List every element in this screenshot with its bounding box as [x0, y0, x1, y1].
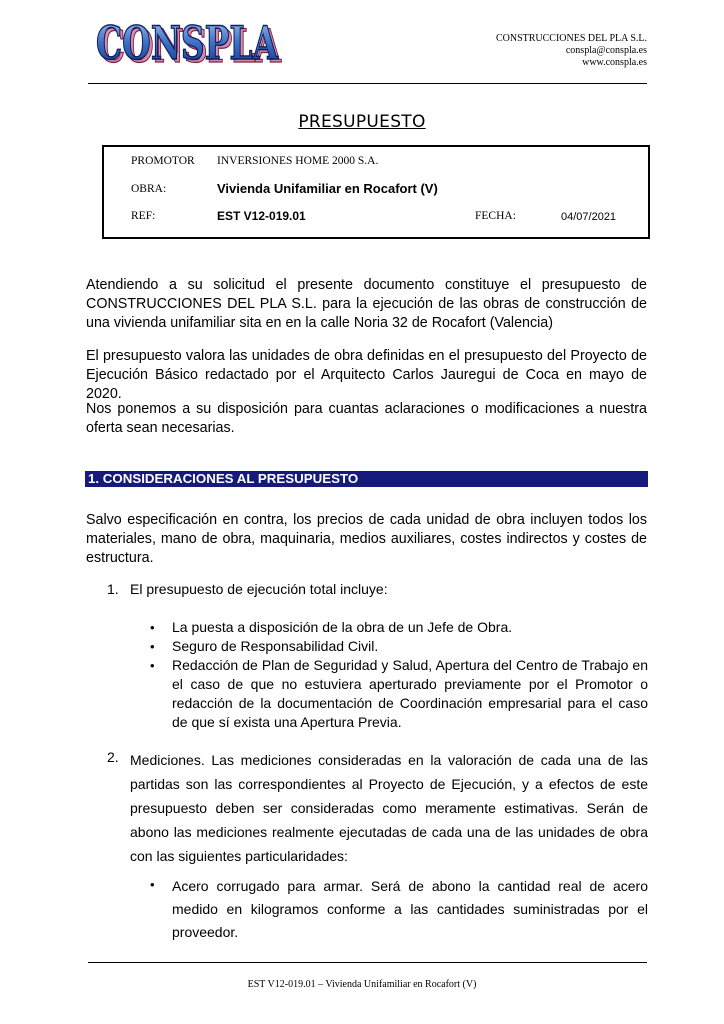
- company-website[interactable]: www.conspla.es: [582, 57, 647, 68]
- bullet-icon: •: [150, 639, 155, 654]
- ref-label: REF:: [131, 210, 156, 222]
- company-email[interactable]: conspla@conspla.es: [565, 45, 647, 56]
- conspla-logo: [94, 14, 286, 70]
- svg-text:CONSPLA: CONSPLA: [99, 19, 282, 70]
- section-intro: Salvo especificación en contra, los precios de cada unidad de obra incluyen todos los materiales, mano de obra, maquinaria, medios auxiliares, costes indirectos y costes de estructura.: [86, 512, 647, 566]
- header-divider: [88, 83, 647, 84]
- promotor-label: PROMOTOR: [131, 155, 195, 167]
- bullet-icon: •: [150, 658, 155, 673]
- company-info: [496, 33, 647, 69]
- intro-paragraph-3: Nos ponemos a su disposición para cuantas aclaraciones o modificaciones a nuestra oferta sean necesarias.: [86, 401, 647, 436]
- fecha-value: 04/07/2021: [561, 211, 617, 223]
- item-1-bullet-2: Seguro de Responsabilidad Civil.: [172, 638, 379, 654]
- obra-value: Vivienda Unifamiliar en Rocafort (V): [217, 181, 438, 196]
- project-info-box: [102, 145, 650, 239]
- promotor-value: INVERSIONES HOME 2000 S.A.: [217, 155, 379, 167]
- item-1-bullet-1: La puesta a disposición de la obra de un Jefe de Obra.: [172, 619, 513, 635]
- item-2-text: Mediciones. Las mediciones consideradas en la valoración de cada una de las partidas son las correspondientes al Proyecto de Ejecución, y a efectos de este presupuesto deben ser consideradas como meramente estimativas. Serán de abono las mediciones realmente ejecutadas de cada una de las unidades de obra con las siguientes particularidades:: [130, 752, 648, 864]
- fecha-label: FECHA:: [475, 210, 516, 222]
- page-title: PRESUPUESTO: [298, 112, 426, 132]
- item-2-number: 2.: [107, 749, 119, 765]
- company-name: CONSTRUCCIONES DEL PLA S.L.: [495, 33, 647, 44]
- svg-text:CONSPLA: CONSPLA: [96, 16, 279, 70]
- bullet-icon: •: [150, 877, 155, 892]
- item-1-number: 1.: [107, 581, 119, 597]
- intro-paragraph-2: El presupuesto valora las unidades de obra definidas en el presupuesto del Proyecto de Ejecución Básico redactado por el Arquitecto Carlos Jauregui de Coca en mayo de 2020.: [86, 348, 647, 402]
- page-footer: EST V12-019.01 – Vivienda Unifamiliar en Rocafort (V): [247, 979, 477, 990]
- bullet-icon: •: [150, 620, 155, 635]
- intro-paragraph-1: Atendiendo a su solicitud el presente documento constituye el presupuesto de CONSTRUCCIONES DEL PLA S.L. para la ejecución de las obras de construcción de una vivienda unifamiliar sita en en la calle Noria 32 de Rocafort (Valencia): [86, 277, 647, 331]
- item-1-bullet-3: Redacción de Plan de Seguridad y Salud, Apertura del Centro de Trabajo en el caso de que no estuviera aperturado previamente por el Promotor o redacción de la documentación de Coordinación empresarial para el caso de que sí exista una Apertura Previa.: [172, 657, 648, 730]
- section-heading: 1. CONSIDERACIONES AL PRESUPUESTO: [85, 471, 648, 487]
- obra-label: OBRA:: [131, 183, 167, 195]
- item-2-bullet-1: Acero corrugado para armar. Será de abono la cantidad real de acero medido en kilogramos conforme a las cantidades suministradas por el proveedor.: [172, 878, 648, 940]
- item-1-text: El presupuesto de ejecución total incluye:: [130, 581, 388, 597]
- footer-divider: [88, 962, 647, 963]
- ref-value: EST V12-019.01: [217, 209, 306, 223]
